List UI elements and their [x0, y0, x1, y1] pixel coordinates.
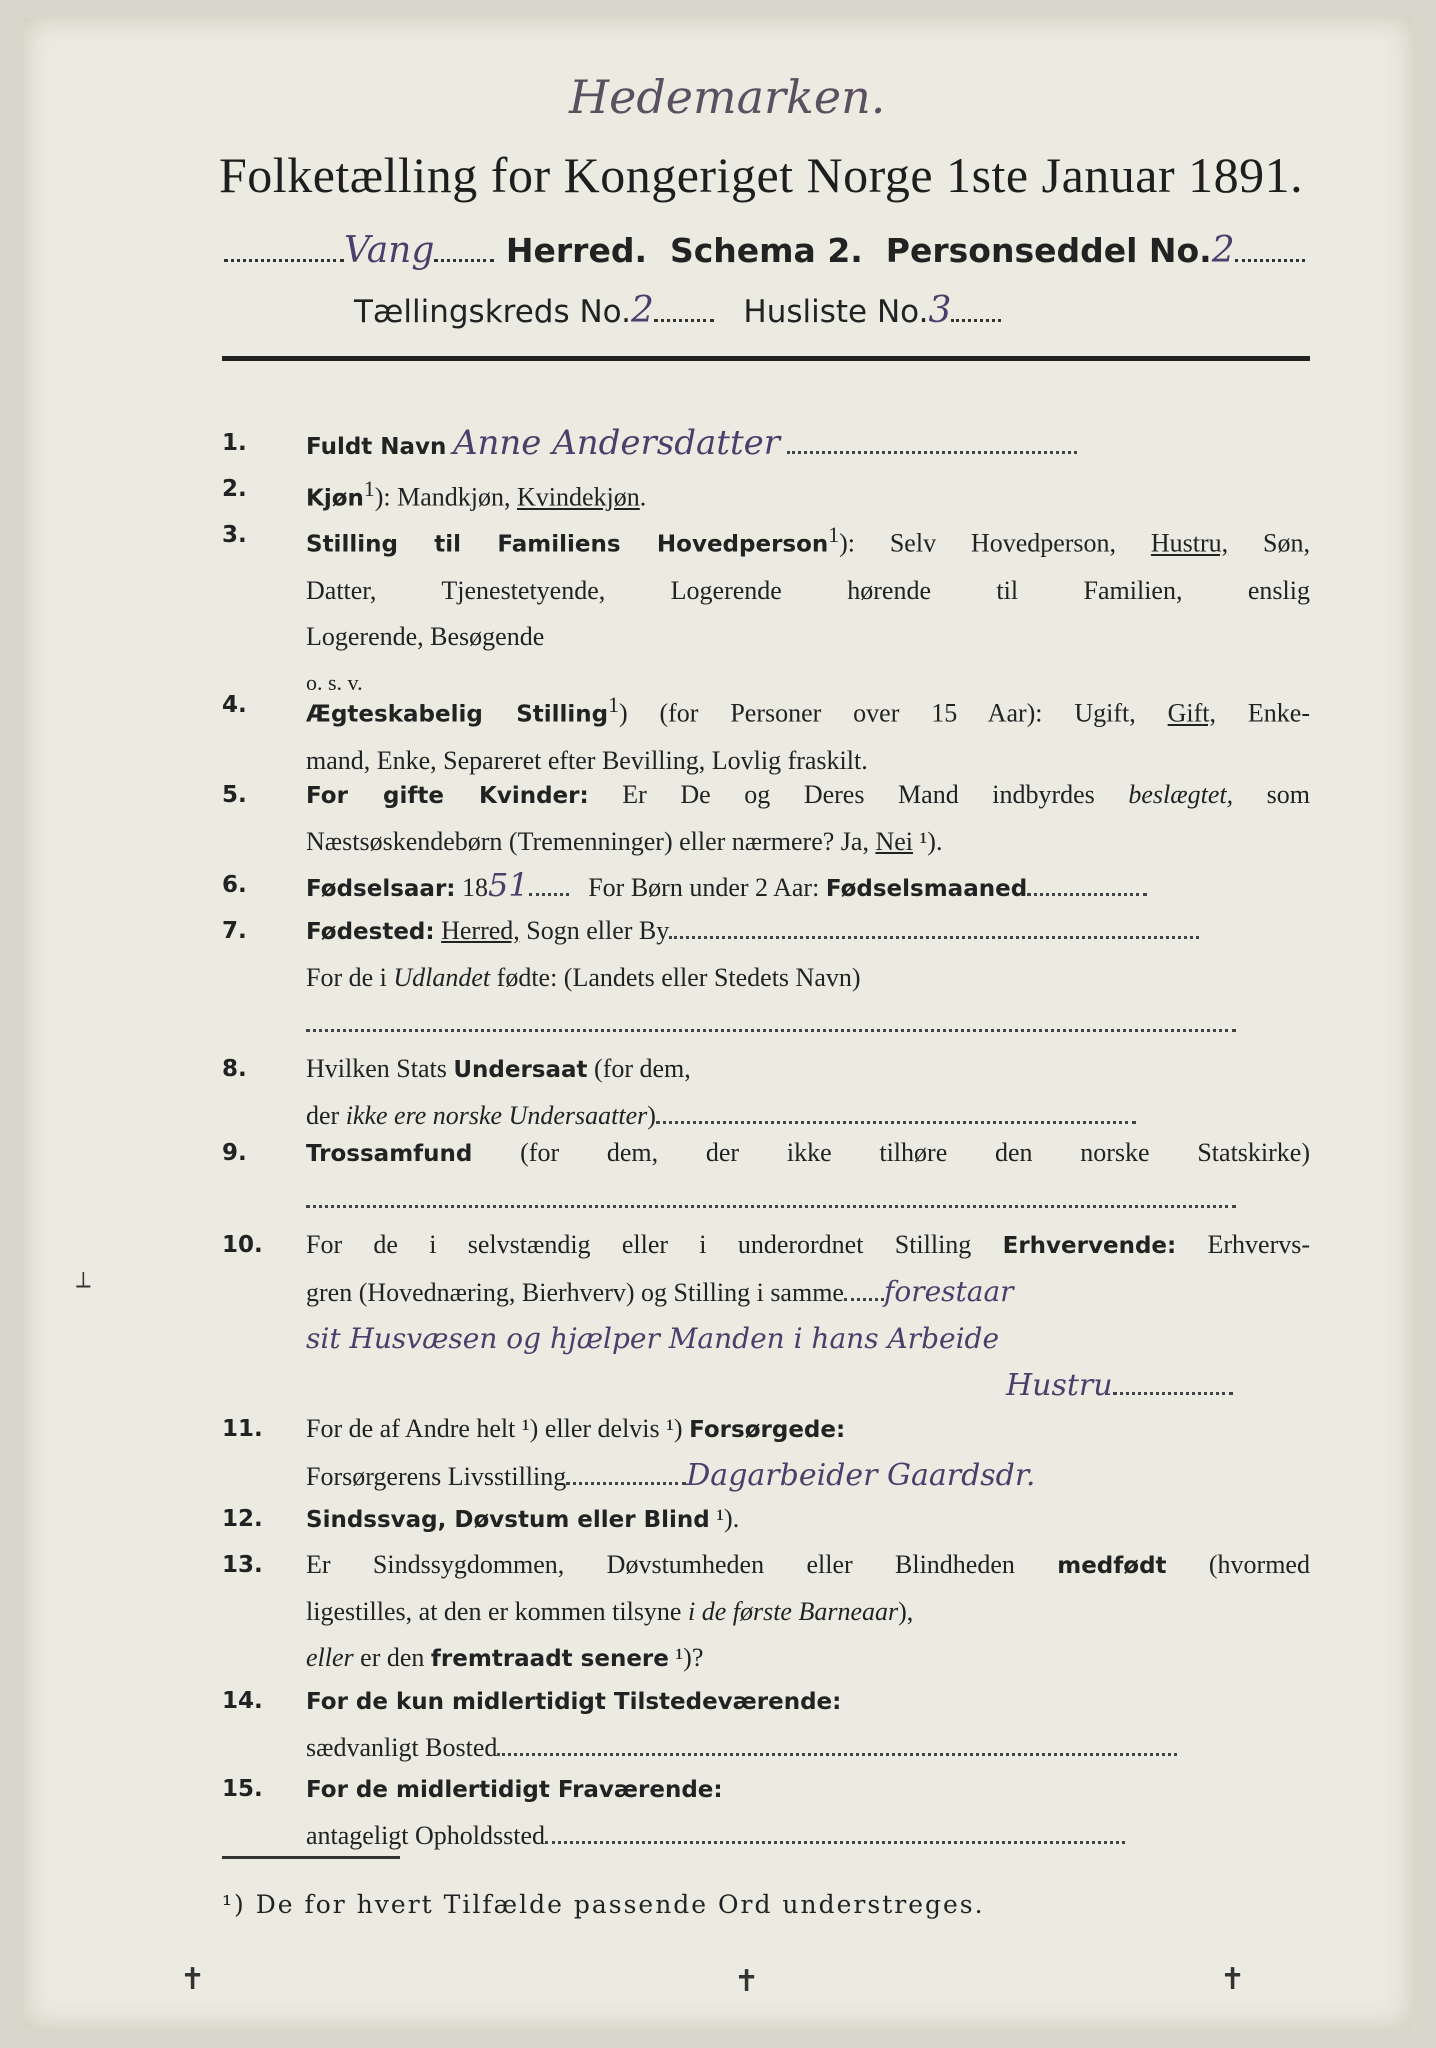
supporter-answer: Dagarbeider Gaardsdr.: [686, 1458, 1036, 1493]
registration-mark-icon: ✝: [734, 1964, 760, 1999]
occupation-answer-2: sit Husvæsen og hjælper Manden i hans Arbeide: [306, 1322, 1000, 1355]
personseddel-value: 2: [1211, 230, 1235, 271]
selected-herred: Herred,: [441, 916, 520, 945]
occupation-answer-3: Hustru: [1006, 1368, 1113, 1403]
kreds-value: 2: [630, 290, 654, 331]
birth-year-answer: 51: [488, 866, 529, 904]
herred-value: Vang: [344, 230, 435, 271]
husliste-value: 3: [928, 290, 952, 331]
footnote-divider: [222, 1856, 400, 1859]
header-line-2: [354, 290, 1001, 331]
husliste-label: Husliste No.: [743, 294, 929, 330]
selected-nei: Nei: [875, 827, 913, 856]
margin-mark-icon: ⟂: [76, 1268, 91, 1293]
header-divider: [222, 356, 1310, 361]
occupation-answer-1: forestaar: [883, 1275, 1014, 1308]
registration-mark-icon: ✝: [1220, 1962, 1246, 1997]
personseddel-label: Personseddel No.: [885, 231, 1212, 270]
region-handwritten: Hedemarken.: [569, 70, 886, 124]
selected-hustru: Hustru,: [1150, 528, 1229, 558]
full-name-answer: Anne Andersdatter: [452, 423, 780, 463]
herred-label: Herred.: [505, 231, 647, 270]
registration-mark-icon: ✝: [180, 1962, 206, 1997]
kreds-label: Tællingskreds No.: [354, 294, 631, 330]
schema-label: Schema 2.: [669, 231, 863, 270]
selected-kvindekjon: Kvindekjøn: [516, 482, 640, 512]
footnote: ¹) De for hvert Tilfælde passende Ord understreges.: [222, 1890, 985, 1919]
selected-gift: Gift,: [1167, 698, 1217, 728]
census-form-page: Hedemarken. Folketælling for Kongeriget Norge 1ste Januar 1891. Vang Herred. Schema 2. Personseddel No.2 Tællingskreds No.2 Husliste No.3 1. Fuldt Navn Anne Andersdatter 2. Kjøn$^1$): Mandkjøn, Kvindekjøn. 3. Stilling til Familiens Hovedperson$^1$): Selv Hovedperson, Hustru, Søn, Datter, Tjenestetyende, Logerende hørende til Familien, enslig Logerende, Besøgende o. s. v. 4. Ægteskabelig Stilling$^1$) (for Personer over 15 Aar): Ugift, Gift, Enke- mand, Enke, Separeret efter Bevilling, Lovlig fraskilt. 5. For gifte Kvinder: Er De og Deres Mand indbyrdes beslægtet, som Næstsøskendebørn (Tremenninger) eller nærmere? Ja, Nei ¹). 6. Fødselsaar: 1851 For Børn under 2 Aar: Fødselsmaaned 7. Fødested: Herred, Sogn eller By For de i Udlandet fødte: (Landets eller Stedets Navn) 8. Hvilken Stats Undersaat (for dem, der ikke ere norske Undersaatter) 9. Trossamfund (for dem, der ikke tilhøre den norske Statskirke) 10. For de i selvstændig eller i underordnet Stilling Erhvervende: Erhvervs- gren (Hovednæring, Bierhverv) og Stilling i samme forestaar sit Husvæsen og hjælper Manden i hans Arbeide Hustru 11. For de af Andre helt ¹) eller delvis ¹) Forsørgede: Forsørgerens Livsstilling Dagarbeider Gaardsdr. 12. Sindssvag, Døvstum eller Blind ¹). 13. Er Sindssygdommen, Døvstumheden eller Blindheden medfødt (hvormed ligestilles, at den er kommen tilsyne i de første Barneaar), eller er den fremtraadt senere ¹)? 14. For de kun midlertidigt Tilstedeværende: sædvanligt Bosted 15. For de midlertidigt Fraværende: antageligt Opholdssted ¹) De for hvert Tilfælde passende Ord understreges. ✝ ✝ ✝ ⟂: [24, 18, 1412, 2028]
form-title: Folketælling for Kongeriget Norge 1ste Januar 1891.: [219, 147, 1304, 203]
header-line-1: [224, 230, 1305, 271]
